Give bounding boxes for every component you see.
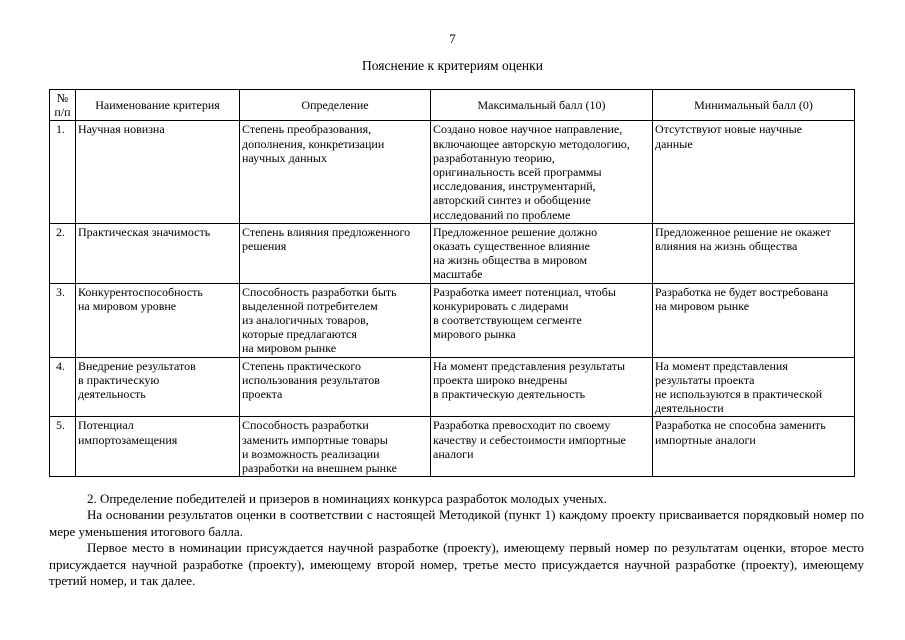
cell-line: деятельность [78, 387, 146, 402]
cell-line: Научная новизна [78, 122, 165, 137]
cell-line: из аналогичных товаров, [242, 313, 369, 328]
cell-line: конкурировать с лидерами [433, 298, 569, 313]
table-title: Пояснение к критериям оценки [362, 58, 543, 73]
cell-line: качеству и себестоимости импортные [433, 432, 626, 447]
cell-line: Предложенное решение должно [433, 224, 598, 239]
cell-line: включающее авторскую методологию, [433, 136, 630, 151]
cell-line: деятельности [655, 401, 724, 416]
criteria-table [49, 89, 855, 477]
cell-line: Отсутствуют новые научные [655, 122, 802, 137]
cell-line: не используются в практической [655, 387, 823, 402]
cell-criterion [76, 357, 240, 417]
cell-line: Степень влияния предложенного [242, 224, 411, 239]
table-header-row [50, 90, 855, 121]
cell-line: Разработка не способна заменить [655, 418, 826, 433]
table-row [50, 223, 855, 283]
cell-line: и возможность реализации [242, 446, 380, 461]
cell-max-score [431, 223, 653, 283]
cell-line: импортные аналоги [655, 432, 756, 447]
paragraph-2-text: Первое место в номинации присуждается научной разработке (проекту), имеющему первый номер по результатам оценки, второе место присуждается научной разработке (проекту), имеющему второй номер, третье место присуждается научной разработке (проекту), имеющему третий номер, и так далее. [49, 540, 864, 589]
paragraph-2 [49, 540, 864, 590]
table-row [50, 121, 855, 223]
table-row [50, 283, 855, 357]
header-number-line: п/п [54, 105, 71, 120]
cell-line: На момент представления [655, 358, 788, 373]
cell-line: исследования, инструментарий, [433, 179, 596, 194]
cell-min-score [653, 357, 855, 417]
table-row [50, 417, 855, 477]
cell-line: использования результатов [242, 372, 380, 387]
cell-line: результаты проекта [655, 372, 755, 387]
cell-line: Потенциал [78, 418, 134, 433]
cell-number: 4. [50, 357, 76, 417]
cell-max-score [431, 283, 653, 357]
cell-criterion [76, 121, 240, 223]
cell-line: проекта [242, 387, 283, 402]
cell-line: Разработка не будет востребована [655, 284, 829, 299]
cell-line: разработанную теорию, [433, 150, 555, 165]
header-min-score: Минимальный балл (0) [653, 90, 855, 121]
section-heading-text: 2. Определение победителей и призеров в номинациях конкурса разработок молодых ученых. [87, 491, 607, 506]
cell-line: на мировом рынке [655, 298, 750, 313]
cell-definition [240, 121, 431, 223]
cell-line: проекта широко внедрены [433, 372, 568, 387]
page-number: 7 [449, 31, 456, 46]
cell-line: Практическая значимость [78, 224, 211, 239]
cell-min-score [653, 121, 855, 223]
paragraph-1-text: На основании результатов оценки в соответствии с настоящей Методикой (пункт 1) каждому проекту присваивается порядковый номер по мере уменьшения итогового балла. [49, 507, 864, 539]
cell-line: мирового рынка [433, 327, 516, 342]
cell-line: на мировом рынке [242, 341, 337, 356]
cell-line: Степень преобразования, [242, 122, 372, 137]
header-number-line: № [56, 91, 69, 105]
cell-max-score [431, 121, 653, 223]
cell-line: Способность разработки [242, 418, 369, 433]
cell-line: научных данных [242, 150, 327, 165]
cell-line: аналоги [433, 446, 474, 461]
cell-criterion [76, 223, 240, 283]
cell-line: в соответствующем сегменте [433, 313, 582, 328]
cell-line: Способность разработки быть [242, 284, 397, 299]
cell-line: оказать существенное влияние [433, 239, 590, 254]
cell-number: 3. [50, 283, 76, 357]
header-criterion: Наименование критерия [76, 90, 240, 121]
cell-line: на мировом уровне [78, 298, 177, 313]
cell-line: авторский синтез и обобщение [433, 193, 591, 208]
cell-max-score [431, 417, 653, 477]
cell-criterion [76, 417, 240, 477]
cell-number: 1. [50, 121, 76, 223]
cell-line: Конкурентоспособность [78, 284, 203, 299]
header-definition: Определение [240, 90, 431, 121]
cell-line: разработки на внешнем рынке [242, 461, 397, 476]
table-row [50, 357, 855, 417]
header-number [50, 90, 76, 121]
cell-number: 5. [50, 417, 76, 477]
cell-line: которые предлагаются [242, 327, 357, 342]
cell-line: выделенной потребителем [242, 298, 378, 313]
cell-criterion [76, 283, 240, 357]
cell-line: На момент представления результаты [433, 358, 626, 373]
cell-definition [240, 283, 431, 357]
cell-line: Внедрение результатов [78, 358, 196, 373]
cell-line: решения [242, 239, 287, 254]
cell-line: влияния на жизнь общества [655, 239, 798, 254]
cell-line: Степень практического [242, 358, 361, 373]
cell-line: импортозамещения [78, 432, 178, 447]
cell-line: Разработка превосходит по своему [433, 418, 611, 433]
cell-line: масштабе [433, 267, 483, 282]
cell-min-score [653, 223, 855, 283]
cell-definition [240, 223, 431, 283]
cell-line: в практическую [78, 372, 160, 387]
cell-line: Предложенное решение не окажет [655, 224, 831, 239]
cell-min-score [653, 417, 855, 477]
cell-line: заменить импортные товары [242, 432, 388, 447]
cell-number: 2. [50, 223, 76, 283]
paragraph-1 [49, 507, 864, 540]
cell-line: данные [655, 136, 693, 151]
cell-line: дополнения, конкретизации [242, 136, 385, 151]
header-max-score: Максимальный балл (10) [431, 90, 653, 121]
cell-definition [240, 357, 431, 417]
cell-max-score [431, 357, 653, 417]
cell-line: оригинальность всей программы [433, 165, 602, 180]
section-heading [49, 491, 864, 508]
table-body [50, 121, 855, 477]
cell-definition [240, 417, 431, 477]
cell-line: Создано новое научное направление, [433, 122, 623, 137]
cell-min-score [653, 283, 855, 357]
cell-line: Разработка имеет потенциал, чтобы [433, 284, 616, 299]
cell-line: на жизнь общества в мировом [433, 253, 588, 268]
cell-line: исследований по проблеме [433, 207, 571, 222]
cell-line: в практическую деятельность [433, 387, 586, 402]
